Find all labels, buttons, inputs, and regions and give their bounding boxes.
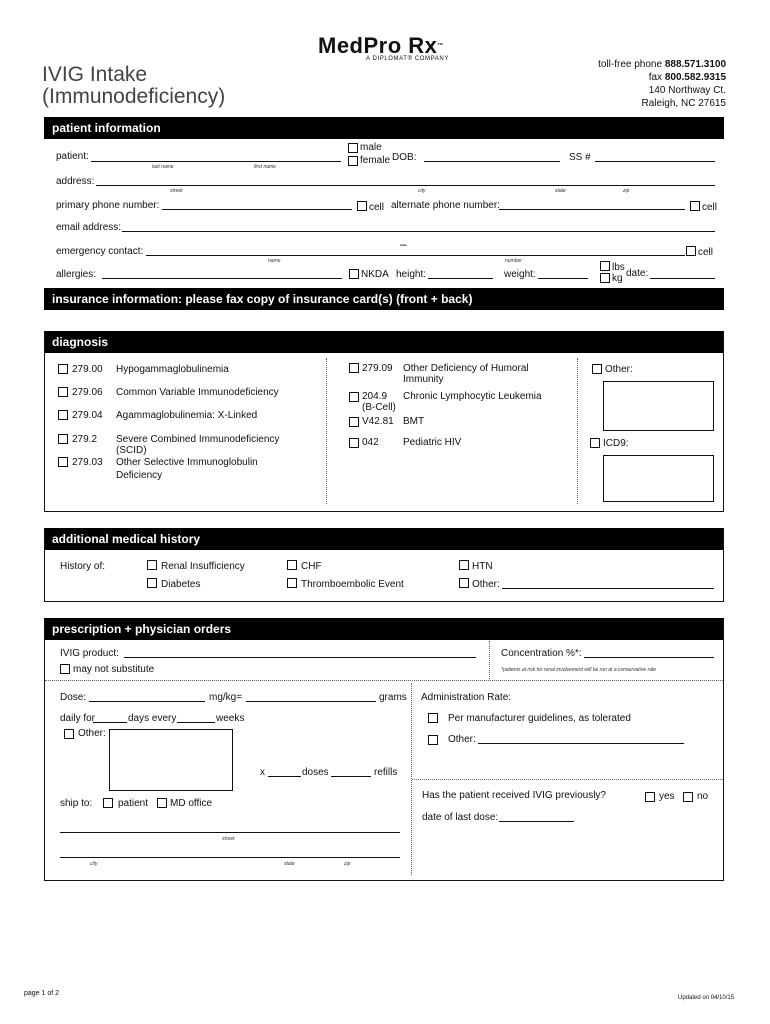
date-label: date: bbox=[626, 268, 649, 279]
rx-divider-right bbox=[412, 779, 723, 780]
ship-patient-checkbox[interactable] bbox=[103, 798, 113, 808]
diag-desc: Common Variable Immunodeficiency bbox=[116, 387, 279, 398]
grams-field[interactable] bbox=[246, 701, 376, 702]
concentration-label: Concentration %*: bbox=[501, 648, 582, 659]
state-caption: state bbox=[555, 188, 566, 194]
nkda-label: NKDA bbox=[361, 269, 389, 280]
ship-state-caption: state bbox=[284, 861, 295, 867]
icd9-textbox[interactable] bbox=[603, 455, 714, 502]
diag-042-checkbox[interactable] bbox=[349, 438, 359, 448]
fax-number: 800.582.9315 bbox=[664, 72, 726, 83]
page-number: page 1 of 2 bbox=[24, 990, 60, 997]
diag-279-04-checkbox[interactable] bbox=[58, 410, 68, 420]
diag-code-2: (B-Cell) bbox=[362, 402, 396, 413]
nkda-checkbox[interactable] bbox=[349, 269, 359, 279]
diag-desc: Other Deficiency of Humoral bbox=[403, 363, 529, 374]
address-line1: 140 Northway Ct. bbox=[648, 85, 726, 96]
daily-for-label: daily for bbox=[60, 713, 96, 724]
last-dose-label: date of last dose: bbox=[422, 812, 499, 823]
history-item: Renal Insufficiency bbox=[161, 561, 245, 572]
address-label: address: bbox=[56, 176, 95, 187]
refills-label: refills bbox=[374, 767, 398, 778]
days-every-field[interactable] bbox=[177, 722, 215, 723]
primary-phone-field[interactable] bbox=[162, 209, 352, 210]
diag-code: 279.09 bbox=[362, 363, 393, 374]
logo-trademark: ™ bbox=[437, 43, 444, 49]
diag-code: 279.04 bbox=[72, 410, 103, 421]
diag-desc: BMT bbox=[403, 416, 425, 427]
height-field[interactable] bbox=[428, 278, 493, 279]
female-label: female bbox=[360, 155, 391, 166]
diag-other-textbox[interactable] bbox=[603, 381, 714, 431]
diag-desc: Pediatric HIV bbox=[403, 437, 462, 448]
first-name-caption: first name bbox=[254, 164, 276, 170]
doses-field[interactable] bbox=[268, 776, 301, 777]
refills-field[interactable] bbox=[331, 776, 371, 777]
alt-phone-label: alternate phone number: bbox=[391, 200, 500, 211]
number-caption: number bbox=[505, 258, 522, 264]
patient-name-field[interactable] bbox=[91, 161, 341, 162]
diag-desc-2: (SCID) bbox=[116, 445, 147, 456]
diabetes-checkbox[interactable] bbox=[147, 578, 157, 588]
street-caption: street bbox=[170, 188, 183, 194]
emergency-contact-label: emergency contact: bbox=[56, 246, 144, 257]
per-manufacturer-label: Per manufacturer guidelines, as tolerated bbox=[448, 713, 631, 724]
zip-caption: zip bbox=[623, 188, 630, 194]
allergies-label: allergies: bbox=[56, 269, 97, 280]
ship-street-field[interactable] bbox=[60, 832, 400, 833]
htn-checkbox[interactable] bbox=[459, 560, 469, 570]
diag-desc-2: Immunity bbox=[403, 374, 444, 385]
ivig-product-label: IVIG product: bbox=[60, 648, 119, 659]
email-field[interactable] bbox=[122, 231, 715, 232]
weight-label: weight: bbox=[504, 269, 536, 280]
ship-city-field[interactable] bbox=[60, 857, 400, 858]
history-other-checkbox[interactable] bbox=[459, 578, 469, 588]
name-caption: name bbox=[268, 258, 281, 264]
ss-label: SS # bbox=[569, 152, 591, 163]
dose-field[interactable] bbox=[89, 701, 205, 702]
history-item: HTN bbox=[472, 561, 493, 572]
may-not-substitute-label: may not substitute bbox=[73, 664, 155, 675]
admin-other-field[interactable] bbox=[478, 743, 684, 744]
emergency-cell-checkbox[interactable] bbox=[686, 246, 696, 256]
grams-label: grams bbox=[379, 692, 407, 703]
last-dose-field[interactable] bbox=[499, 821, 574, 822]
dose-other-checkbox[interactable] bbox=[64, 729, 74, 739]
history-item: Diabetes bbox=[161, 579, 201, 590]
section-insurance-information: insurance information: please fax copy of insurance card(s) (front + back) bbox=[44, 288, 724, 310]
contact-block bbox=[598, 58, 726, 110]
primary-phone-label: primary phone number: bbox=[56, 200, 160, 211]
emergency-cell-label: cell bbox=[698, 247, 714, 258]
height-label: height: bbox=[396, 269, 427, 280]
chf-checkbox[interactable] bbox=[287, 560, 297, 570]
female-checkbox[interactable] bbox=[348, 156, 358, 166]
daily-for-field[interactable] bbox=[93, 722, 127, 723]
alt-cell-checkbox[interactable] bbox=[690, 201, 700, 211]
primary-cell-checkbox[interactable] bbox=[357, 201, 367, 211]
concentration-note: *patients at risk for renal involvement will be run at a conservative rate bbox=[501, 667, 657, 673]
updated-date: Updated on 04/10/15 bbox=[678, 995, 735, 1001]
diagnosis-divider-2 bbox=[577, 358, 578, 504]
kg-checkbox[interactable] bbox=[600, 273, 610, 283]
dose-other-label: Other: bbox=[78, 728, 106, 739]
last-name-caption: last name bbox=[152, 164, 174, 170]
diag-other-checkbox[interactable] bbox=[592, 364, 602, 374]
diag-desc: Other Selective Immunoglobulin bbox=[116, 457, 258, 468]
mgkg-label: mg/kg= bbox=[209, 692, 243, 703]
admin-rate-label: Administration Rate: bbox=[421, 692, 512, 703]
history-other-field[interactable] bbox=[502, 588, 714, 589]
diag-desc: Chronic Lymphocytic Leukemia bbox=[403, 391, 542, 402]
diag-279-2-checkbox[interactable] bbox=[58, 434, 68, 444]
weight-field[interactable] bbox=[538, 278, 588, 279]
diag-279-03-checkbox[interactable] bbox=[58, 457, 68, 467]
diag-code: 204.9 bbox=[362, 391, 388, 402]
address-line2: Raleigh, NC 27615 bbox=[641, 98, 726, 109]
diag-other-label: Other: bbox=[605, 364, 633, 375]
allergies-field[interactable] bbox=[102, 278, 342, 279]
admin-other-label: Other: bbox=[448, 734, 476, 745]
address-field[interactable] bbox=[96, 185, 715, 186]
received-no-checkbox[interactable] bbox=[683, 792, 693, 802]
diag-code: 042 bbox=[362, 437, 379, 448]
male-label: male bbox=[360, 142, 382, 153]
emergency-contact-field[interactable] bbox=[146, 255, 685, 256]
ship-city-caption: city bbox=[90, 861, 98, 867]
diag-204-9-checkbox[interactable] bbox=[349, 392, 359, 402]
fax-label: fax bbox=[648, 72, 663, 83]
diag-desc: Agammaglobulinemia: X-Linked bbox=[116, 410, 258, 421]
alt-phone-field[interactable] bbox=[499, 209, 685, 210]
phone-dash: – bbox=[400, 237, 407, 251]
diag-desc: Hypogammaglobulinemia bbox=[116, 364, 229, 375]
email-label: email address: bbox=[56, 222, 122, 233]
concentration-field[interactable] bbox=[584, 657, 714, 658]
logo bbox=[318, 34, 444, 58]
may-not-substitute-checkbox[interactable] bbox=[60, 664, 70, 674]
ship-md-office-checkbox[interactable] bbox=[157, 798, 167, 808]
diag-279-00-checkbox[interactable] bbox=[58, 364, 68, 374]
section-diagnosis: diagnosis bbox=[44, 331, 724, 353]
ship-to-label: ship to: bbox=[60, 798, 93, 809]
kg-label: kg bbox=[612, 273, 623, 284]
ss-field[interactable] bbox=[595, 161, 715, 162]
received-ivig-label: Has the patient received IVIG previously? bbox=[422, 790, 606, 801]
x-label: x bbox=[260, 767, 265, 778]
section-additional-medical-history: additional medical history bbox=[44, 528, 724, 550]
dose-label: Dose: bbox=[60, 692, 87, 703]
received-yes-label: yes bbox=[659, 791, 675, 802]
phone-number: 888.571.3100 bbox=[664, 59, 726, 70]
dob-label: DOB: bbox=[392, 152, 417, 163]
diagnosis-divider-1 bbox=[326, 358, 327, 504]
phone-label: toll-free phone bbox=[598, 59, 663, 70]
weeks-label: weeks bbox=[216, 713, 245, 724]
logo-tagline: A DIPLOMAT® COMPANY bbox=[366, 56, 449, 62]
diag-279-09-checkbox[interactable] bbox=[349, 363, 359, 373]
thromboembolic-checkbox[interactable] bbox=[287, 578, 297, 588]
ship-zip-caption: zip bbox=[344, 861, 351, 867]
history-item: Other: bbox=[472, 579, 500, 590]
date-field[interactable] bbox=[650, 278, 715, 279]
ship-md-office-label: MD office bbox=[170, 798, 213, 809]
days-every-label: days every bbox=[128, 713, 177, 724]
history-label: History of: bbox=[60, 561, 106, 572]
lbs-label: lbs bbox=[612, 262, 625, 273]
primary-cell-label: cell bbox=[369, 202, 385, 213]
section-patient-information: patient information bbox=[44, 117, 724, 139]
diag-code: 279.2 bbox=[72, 434, 98, 445]
history-item: CHF bbox=[301, 561, 322, 572]
per-manufacturer-checkbox[interactable] bbox=[428, 713, 438, 723]
icd9-label: ICD9: bbox=[603, 438, 629, 449]
diag-code: 279.00 bbox=[72, 364, 103, 375]
renal-insufficiency-checkbox[interactable] bbox=[147, 560, 157, 570]
form-title-line1: IVIG Intake bbox=[42, 63, 148, 86]
icd9-checkbox[interactable] bbox=[590, 438, 600, 448]
history-item: Thromboembolic Event bbox=[301, 579, 404, 590]
alt-cell-label: cell bbox=[702, 202, 718, 213]
section-prescription-orders: prescription + physician orders bbox=[44, 618, 724, 640]
diag-desc-2: Deficiency bbox=[116, 470, 163, 481]
city-caption: city bbox=[418, 188, 426, 194]
diag-code: 279.03 bbox=[72, 457, 103, 468]
rx-divider-top bbox=[489, 641, 490, 679]
diag-v42-81-checkbox[interactable] bbox=[349, 417, 359, 427]
dob-field[interactable] bbox=[424, 161, 560, 162]
received-yes-checkbox[interactable] bbox=[645, 792, 655, 802]
form-title-line2: (Immunodeficiency) bbox=[42, 85, 226, 108]
received-no-label: no bbox=[697, 791, 709, 802]
diag-code: V42.81 bbox=[362, 416, 394, 427]
lbs-checkbox[interactable] bbox=[600, 261, 610, 271]
diag-279-06-checkbox[interactable] bbox=[58, 387, 68, 397]
dose-other-textbox[interactable] bbox=[109, 729, 233, 791]
doses-label: doses bbox=[302, 767, 329, 778]
patient-label: patient: bbox=[56, 151, 89, 162]
ship-street-caption: street bbox=[222, 836, 235, 842]
male-checkbox[interactable] bbox=[348, 143, 358, 153]
ship-patient-label: patient bbox=[118, 798, 149, 809]
admin-other-checkbox[interactable] bbox=[428, 735, 438, 745]
ivig-product-field[interactable] bbox=[124, 657, 476, 658]
logo-text: MedPro Rx bbox=[318, 33, 438, 58]
rx-divider-horizontal bbox=[45, 680, 723, 681]
diag-code: 279.06 bbox=[72, 387, 103, 398]
diag-desc: Severe Combined Immunodeficiency bbox=[116, 434, 280, 445]
